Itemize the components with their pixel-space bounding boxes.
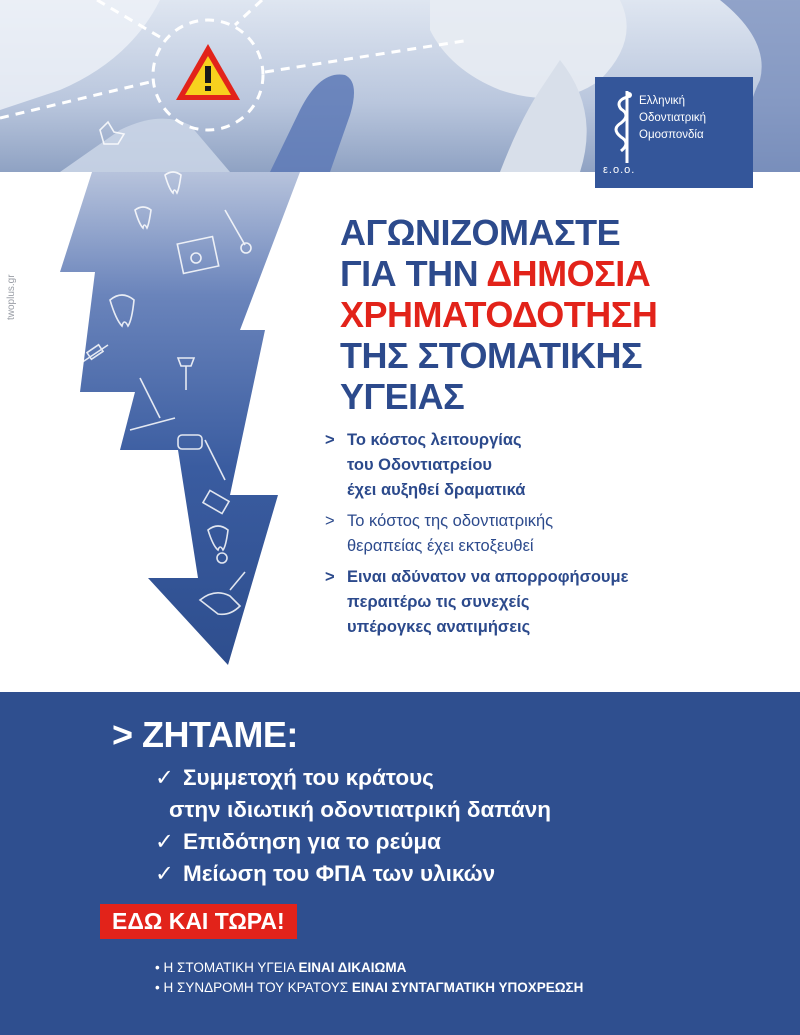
logo-name bbox=[639, 93, 706, 144]
headline-line: ΥΓΕΙΑΣ bbox=[340, 376, 465, 417]
bullet-line: Eιναι αδύνατον να απορροφήσουμε bbox=[347, 568, 629, 586]
rights-prefix: • Η ΣΤΟΜΑΤΙΚΗ ΥΓΕΙΑ bbox=[155, 960, 299, 975]
demand-text: Συμμετοχή του κράτους bbox=[183, 765, 434, 790]
now-badge: ΕΔΩ ΚΑΙ ΤΩΡΑ! bbox=[100, 904, 297, 939]
bullet-line: Το κόστος της οδοντιατρικής bbox=[347, 512, 554, 530]
logo-line: Ομοσπονδία bbox=[639, 129, 704, 141]
demand-item-continued bbox=[155, 794, 551, 826]
headline-highlight: ΔΗΜΟΣΙΑ bbox=[486, 253, 651, 294]
demand-text: στην ιδιωτική οδοντιατρική δαπάνη bbox=[169, 797, 551, 822]
bullet-marker: > bbox=[325, 431, 335, 449]
demand-item bbox=[155, 826, 551, 858]
cost-bullets bbox=[325, 428, 765, 646]
rights-item bbox=[155, 958, 583, 978]
bullet-item bbox=[325, 509, 765, 559]
check-icon: ✓ bbox=[155, 765, 174, 790]
logo-abbreviation: ε.ο.ο. bbox=[603, 164, 636, 176]
demand-text: Επιδότηση για το ρεύμα bbox=[183, 829, 441, 854]
bullet-item bbox=[325, 428, 765, 503]
bullet-line: του Οδοντιατρείου bbox=[347, 456, 493, 474]
rights-emphasis: ΕΙΝΑΙ ΔΙΚΑΙΩΜΑ bbox=[298, 960, 407, 975]
headline-line bbox=[340, 253, 760, 294]
demand-text: Μείωση του ΦΠΑ των υλικών bbox=[183, 861, 496, 886]
bullet-line: υπέρογκες ανατιμήσεις bbox=[347, 618, 531, 636]
credit-text: twoplus.gr bbox=[6, 274, 17, 320]
headline-line: ΤΗΣ ΣΤΟΜΑΤΙΚΗΣ bbox=[340, 335, 643, 376]
logo-line: Οδοντιατρική bbox=[639, 112, 707, 124]
bullet-line: θεραπείας έχει εκτοξευθεί bbox=[347, 537, 534, 555]
bullet-line: Το κόστος λειτουργίας bbox=[347, 431, 522, 449]
headline-line: ΑΓΩΝΙΖΟΜΑΣΤΕ bbox=[340, 212, 621, 253]
check-icon: ✓ bbox=[155, 829, 174, 854]
lightning-arrow bbox=[0, 100, 330, 670]
headline-text: ΓΙΑ ΤΗΝ bbox=[340, 253, 487, 294]
bullet-marker: > bbox=[325, 512, 335, 530]
logo-line: Ελληνική bbox=[639, 95, 686, 107]
demand-item bbox=[155, 858, 551, 890]
demands-list bbox=[155, 762, 551, 890]
demand-item bbox=[155, 762, 551, 794]
demands-panel bbox=[0, 692, 800, 1035]
check-icon: ✓ bbox=[155, 861, 174, 886]
headline bbox=[340, 212, 760, 417]
rights-emphasis: ΕΙΝΑΙ ΣΥΝΤΑΓΜΑΤΙΚΗ ΥΠΟΧΡΕΩΣΗ bbox=[351, 980, 584, 995]
bullet-item bbox=[325, 565, 765, 640]
federation-logo bbox=[595, 77, 753, 188]
rights-list bbox=[155, 958, 583, 998]
bullet-marker: > bbox=[325, 568, 335, 586]
rights-item bbox=[155, 978, 583, 998]
bullet-line: περαιτέρω τις συνεχείς bbox=[347, 593, 530, 611]
bullet-line: έχει αυξηθεί δραματικά bbox=[347, 481, 526, 499]
warning-icon bbox=[176, 44, 240, 100]
demands-title: > ΖΗΤΑΜΕ: bbox=[112, 714, 298, 755]
rights-prefix: • Η ΣΥΝΔΡΟΜΗ ΤΟΥ ΚΡΑΤΟΥΣ bbox=[155, 980, 352, 995]
headline-highlight: ΧΡΗΜΑΤΟΔΟΤΗΣΗ bbox=[340, 294, 658, 335]
